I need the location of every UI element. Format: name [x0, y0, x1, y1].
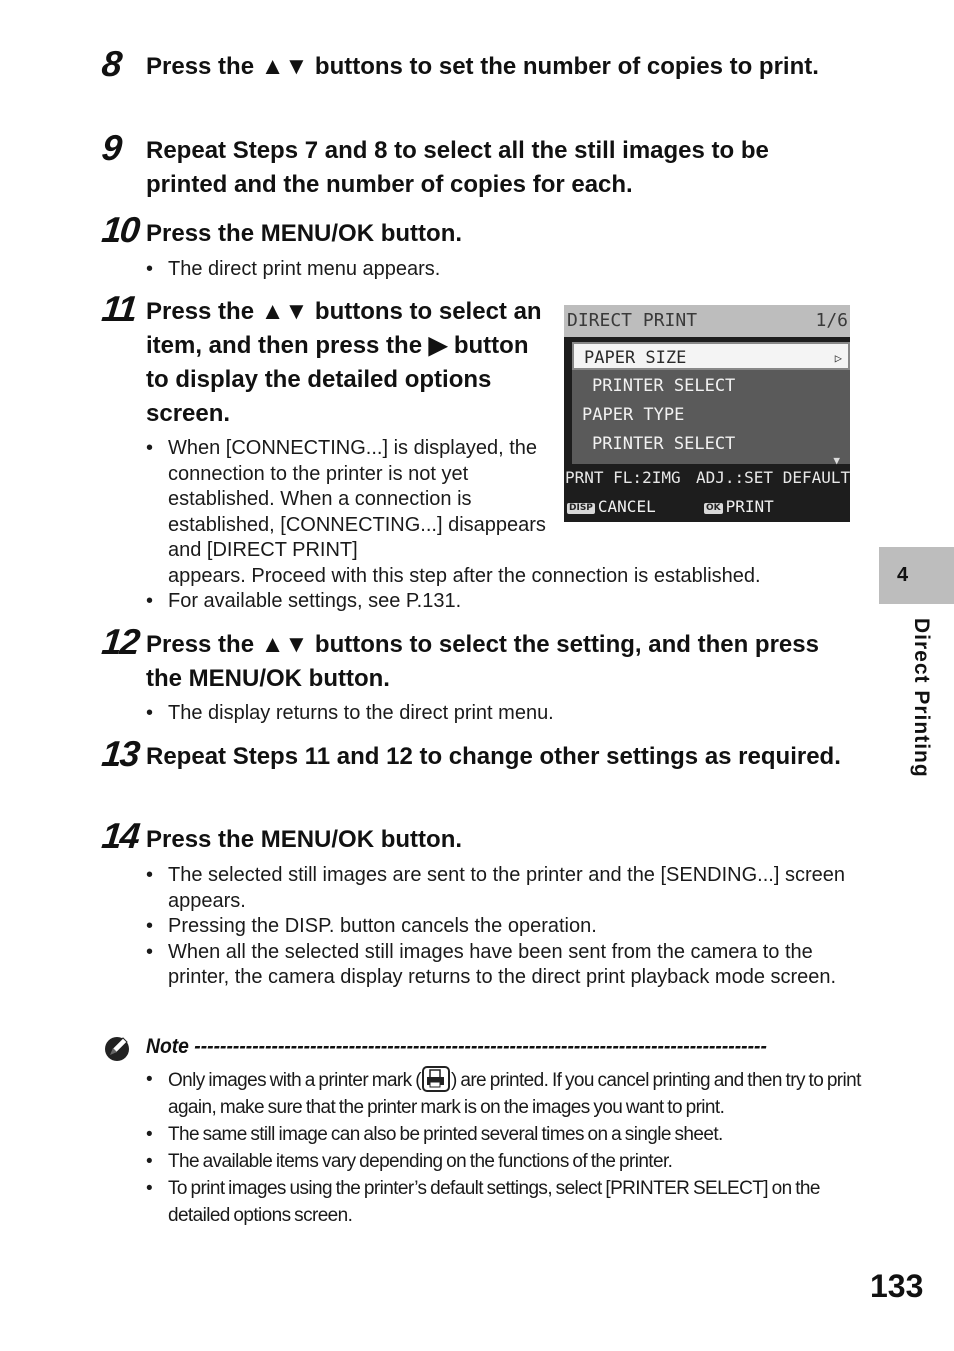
chapter-tab: [879, 547, 954, 604]
screen-footer: [564, 491, 850, 522]
screen-title: DIRECT PRINT: [567, 310, 698, 331]
screen-print-label: PRINT: [725, 497, 774, 516]
note-pencil-icon: [104, 1034, 131, 1062]
right-arrow-icon: ▷: [834, 351, 842, 365]
step-number-8: 8: [99, 43, 123, 84]
bullet: • The display returns to the direct print menu.: [146, 701, 846, 727]
note-bullet: • The same still image can also be printed several times on a single sheet.: [146, 1121, 866, 1148]
camera-screen: [564, 305, 850, 522]
step-12-bullets: [146, 701, 846, 727]
step-number-10: 10: [99, 209, 141, 250]
note-bullet: • The available items vary depending on the functions of the printer.: [146, 1148, 866, 1175]
step-9-title: Repeat Steps 7 and 8 to select all the still images to be printed and the number of copies for each.: [146, 137, 769, 198]
screen-page: 1/6: [815, 310, 848, 331]
scroll-down-icon: ▼: [833, 454, 840, 467]
ok-key-icon: OK: [706, 503, 721, 513]
step-10-title: Press the MENU/OK button.: [146, 220, 463, 247]
step-number-12: 12: [99, 621, 141, 662]
screen-info-row: [564, 465, 850, 491]
note-bullets: [146, 1066, 866, 1229]
note-bullet-text: Only images with a printer mark (: [168, 1070, 421, 1091]
screen-menu-item-label: PAPER SIZE: [584, 348, 687, 368]
screen-header: [564, 305, 850, 337]
bullet: • Pressing the DISP. button cancels the operation.: [146, 914, 846, 940]
screen-menu-item-printer-select-2: [572, 430, 850, 458]
step-10-bullets: [146, 257, 846, 283]
step-14-title: Press the MENU/OK button.: [146, 826, 463, 853]
screen-menu-item-printer-select: [572, 372, 850, 400]
screen-print: [704, 491, 774, 522]
step-number-14: 14: [99, 815, 141, 856]
note-bullet-text: ) are printed. If you cancel printing and then try to print again, make sure that the printer mark is on the images you want to print.: [168, 1070, 861, 1118]
bullet-text: • When [CONNECTING...] is displayed, the connection to the printer is not yet established. When a connection is established, [CONNECTING...] disappears and [DIRECT PRINT] appears. Proceed with this step after the connection is established.: [168, 437, 761, 587]
step-number-13: 13: [99, 733, 141, 774]
screen-menu-item-paper-type: [572, 401, 850, 429]
note-bullet: • To print images using the printer’s default settings, select [PRINTER SELECT] on the detailed options screen.: [146, 1175, 866, 1229]
step-11-title: Press the ▲▼ buttons to select an item, and then press the ▶ button to display the detailed options screen.: [146, 298, 542, 427]
chapter-number: 4: [897, 564, 909, 586]
screen-cancel-label: CANCEL: [597, 497, 656, 516]
step-number-11: 11: [99, 288, 138, 329]
screen-info-left: PRNT FL:2IMG: [565, 468, 681, 487]
step-12-title: Press the ▲▼ buttons to select the setting, and then press the MENU/OK button.: [146, 631, 819, 692]
screen-menu-list: [572, 342, 850, 467]
chapter-label: Direct Printing: [910, 618, 933, 778]
step-13-title: Repeat Steps 11 and 12 to change other settings as required.: [146, 743, 841, 770]
bullet: • For available settings, see P.131.: [146, 589, 836, 615]
note-heading: Note -----------------------------------------------------------------------------------------: [146, 1035, 767, 1058]
screen-info-right: ADJ.:SET DEFAULT: [696, 468, 850, 487]
page-number: 133: [870, 1268, 924, 1304]
note-bullet: [146, 1066, 866, 1121]
screen-menu-item-paper-size: [572, 342, 850, 370]
screen-menu-item-label: PAPER TYPE: [582, 405, 685, 425]
disp-key-icon: DISP: [569, 503, 593, 513]
step-number-9: 9: [99, 127, 123, 168]
printer-mark-icon: [422, 1066, 450, 1092]
screen-menu-item-label: PRINTER SELECT: [592, 434, 736, 454]
screen-cancel: [567, 491, 656, 522]
step-8-title: Press the ▲▼ buttons to set the number of copies to print.: [146, 53, 819, 80]
screen-menu-item-label: PRINTER SELECT: [592, 376, 736, 396]
bullet: • When all the selected still images have been sent from the camera to the printer, the camera display returns to the direct print playback mode screen.: [146, 940, 846, 991]
bullet: • The selected still images are sent to the printer and the [SENDING...] screen appears.: [146, 863, 846, 914]
bullet: • The direct print menu appears.: [146, 257, 846, 283]
step-14-bullets: [146, 863, 846, 991]
